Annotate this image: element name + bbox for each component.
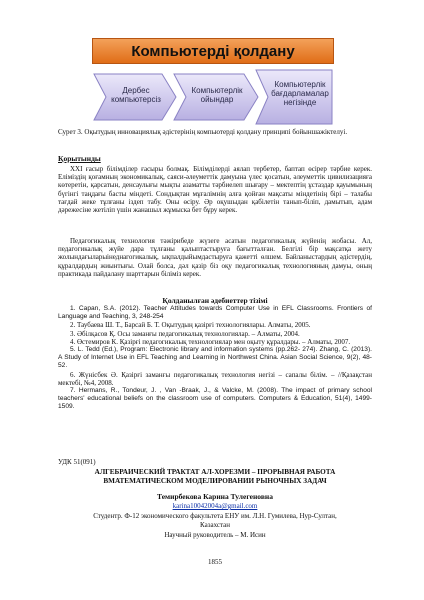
reference-item: 7. Hermans, R., Tondeur, J. , Van -Braak, J., & Valcke, M. (2008). The impact of primary school teachers' educational beliefs on the classroom use of computers. Computers & Education, 51(4), 1499-1509.	[58, 387, 372, 411]
references-title: Қолданылған әдебиеттер тізімі	[162, 296, 268, 305]
conclusion-paragraph-2: Педагогикалық технология тәжірибеде жүзеге асатын педагогикалық жүйенің жобасы. Ал, педагогикалық жүйе дара тұлғаны қалыптастыруға бағытталған. Белгілі бір мақсатқа жету жолындағыларыінеднагогикалық, ықпалдыйымдастыруға қажетті өлшем. Байланыстардың әдістердің, құралдардың жиынтығы. Олай болса, дәл қазір біз оқу педагогикалық технологияның дамуы, оның практикада пайдалану шарттарын біліміз керек.	[58, 237, 372, 278]
conclusion-paragraph-1: XXI ғасыр білімділер ғасыры болмақ. Білімділерді аялап тербетер, баптап өсірер тәрбие керек. Еліміздің қоғамның экономикалық, саяси-әлеуметтік дамуына үлес қосатын, әлеуметтік цивилизацияға көтеретін, қарсатын, денсаулығы мықты азаматты тәрбиелеп шығару – мектептің ұстаздар қауымының бүгінгі таңдағы басты міндеті. Сондықтан мұғалімнің алға қойған мақсаты міндетінің бірі – талабы тағдай жеке тұлғаны іздеп табу. Оны өсіру. Әр оқушыдан қабілетін танып-біліп, дамытып, адам дәрежесіне жетіліп үшін жанашыл жұмыска бет бұру керек.	[58, 165, 372, 215]
step-1-line-2: компьютерсіз	[111, 95, 161, 104]
step-2-line-1: Компьютерлік	[191, 86, 243, 95]
step-label-2	[182, 86, 252, 104]
author-email-link[interactable]: karina10042004a@gmail.com	[172, 502, 258, 510]
scientific-advisor: Научный руководитель – М. Исин	[164, 531, 266, 539]
author-name: Темирбекова Карина Тулегеновна	[157, 492, 273, 501]
diagram-title: Компьютерді қолдану	[92, 38, 334, 64]
step-3-line-2: бағдарламалар	[271, 89, 329, 98]
reference-item: 4. Өстемиров К. Қазірғі педагогикалық технологиялар мен оқыту құралдары. – Алматы, 2007.	[70, 337, 351, 346]
page-number: 1855	[208, 558, 222, 566]
affiliation-line-1: Студентр. Ф-12 экономического факультета ЕНУ им. Л.Н. Гумилева, Нур-Султан,	[93, 512, 337, 520]
step-label-1	[102, 86, 170, 104]
figure-caption: Сурет 3. Оқытудың инновациялық әдістерінің компьютерді қолдану принципі бойыншажіктелуі.	[58, 128, 348, 136]
author-affiliation	[58, 512, 372, 529]
affiliation-line-2: Казахстан	[200, 520, 230, 529]
conclusion-heading: Қорытынды	[58, 154, 101, 163]
udk-code: УДК 51(091)	[58, 458, 96, 466]
step-3-line-3: негізінде	[283, 98, 317, 107]
references-list	[58, 305, 372, 412]
article-title-line-2: ВМАТЕМАТИЧЕСКОМ МОДЕЛИРОВАНИИ РЫНОЧНЫХ ЗАДАЧ	[103, 476, 327, 485]
step-3-line-1: Компьютерлік	[274, 80, 326, 89]
reference-item: 3. Әбілқасов Қ. Осы заманғы педагогикалық технологиялар. – Алматы, 2004.	[70, 329, 300, 338]
step-1-line-1: Дербес	[122, 86, 150, 95]
classification-diagram	[92, 38, 334, 128]
step-2-line-2: ойындар	[200, 95, 234, 104]
reference-item: 1. Capan, S.A. (2012). Teacher Attitudes towards Computer Use in EFL Classrooms. Frontiers of Language and Teaching, 3, 248-254	[58, 305, 372, 321]
step-label-3	[266, 80, 334, 107]
article-title	[58, 468, 372, 485]
article-title-line-1: АЛГЕБРАИЧЕСКИЙ ТРАКТАТ АЛ-ХОРЕЗМИ – ПРОРЫВНАЯ РАБОТА	[94, 468, 336, 476]
reference-item: 2. Таубаева Ш. Т., Барсай Б. Т. Оқытудың қазірғі технологиялары. Алматы, 2005.	[70, 321, 311, 330]
reference-item: 5. L. Tedd (Ed.), Program: Electronic library and information systems (pp.262- 274). Zhang, C. (2013). A Study of Internet Use in EFL Teaching and Learning in Northwest China. Asian Social Science, 9(2), 48-52.	[58, 346, 372, 370]
reference-item: 6. Жүнісбек Ә. Қазірғі заманғы педагогикалық технология негізі – сапалы білім. – //Қазақстан мектебі, №4, 2008.	[58, 370, 372, 387]
